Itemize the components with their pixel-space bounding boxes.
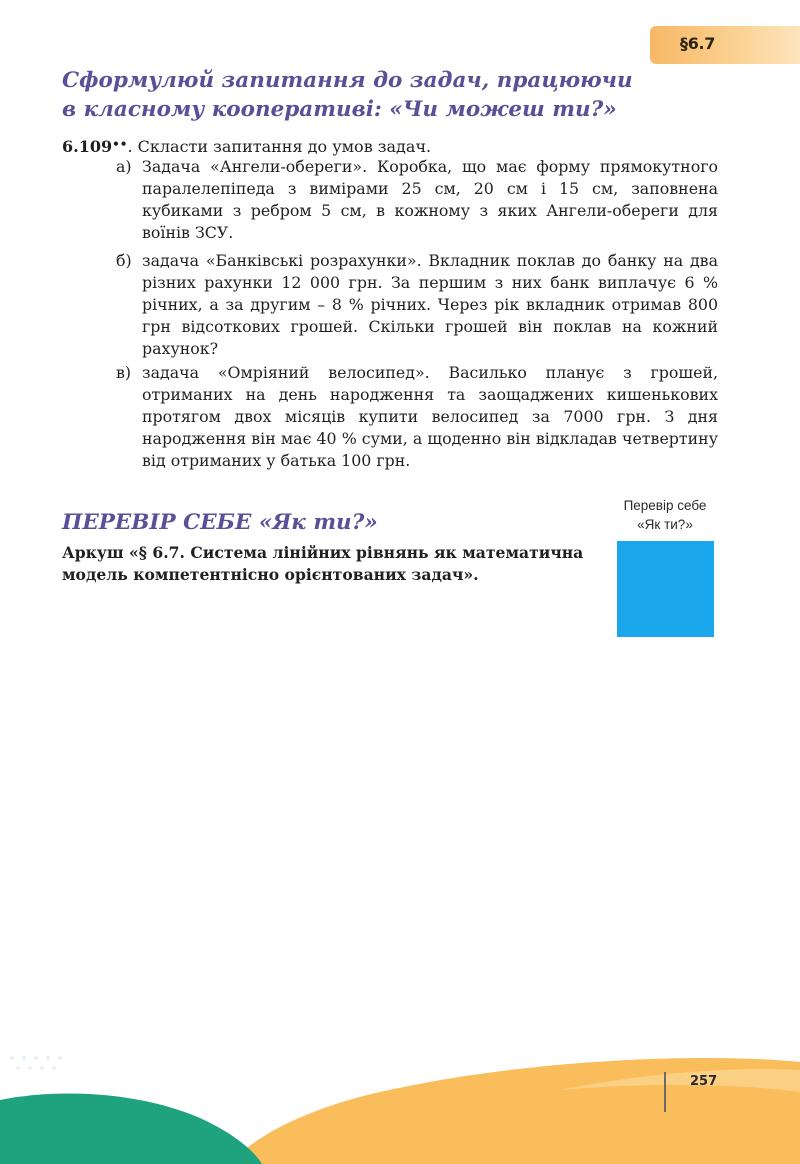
task-item-text: задача «Банківські розрахунки». Вкладник поклав до банку на два різних рахунки 12 000 грн. За першим з них банк виплачує 6 % річних, а за другим – 8 % річних. Через рік вкладник отримав 800 грн відсоткових грошей. Скільки грошей він поклав на кожний рахунок?	[142, 251, 718, 358]
task-item-a	[116, 156, 718, 244]
intro-heading: Сформулюй запитання до задач, працюючи в класному кооперативі: «Чи можеш ти?»	[62, 68, 633, 122]
task-number: 6.109	[62, 137, 113, 156]
check-heading: ПЕРЕВІР СЕБЕ «Як ти?»	[62, 510, 378, 535]
green-wave	[0, 1094, 262, 1164]
check-box-label: Перевір себе «Як ти?»	[623, 498, 707, 532]
section-tab	[650, 26, 800, 64]
decorative-waves	[0, 1030, 800, 1164]
check-sheet-text: Аркуш «§ 6.7. Система лінійних рівнянь як математична модель компетентнісно орієнтованих задач».	[62, 543, 584, 584]
decorative-dots	[10, 1056, 62, 1070]
task-item-text: задача «Омріяний велосипед». Василько планує з грошей, отриманих на день народження та заощаджених кишенькових протягом двох місяців купити велосипед за 7000 грн. З дня народження він має 40 % суми, а щоденно він відкладав четвертину від отриманих у батька 100 грн.	[142, 363, 718, 470]
task-item-b	[116, 250, 718, 360]
task-level-marks: ••	[112, 137, 128, 151]
task-statement	[62, 134, 431, 157]
task-item-letter: в)	[116, 363, 132, 382]
qr-code-placeholder[interactable]	[617, 541, 714, 637]
task-statement-text: . Скласти запитання до умов задач.	[127, 137, 432, 156]
section-tab-label: §6.7	[680, 34, 716, 53]
task-item-letter: б)	[116, 251, 132, 270]
task-item-text: Задача «Ангели-обереги». Коробка, що має форму прямокутного паралелепіпеда з вимірами 25 см, 20 см і 15 см, заповнена кубиками з ребром 5 см, в кожному з яких Ангели-обереги для воїнів ЗСУ.	[142, 157, 718, 242]
page-divider	[664, 1072, 666, 1112]
task-item-letter: а)	[116, 157, 132, 176]
page-number: 257	[690, 1074, 718, 1089]
task-item-c	[116, 362, 718, 472]
